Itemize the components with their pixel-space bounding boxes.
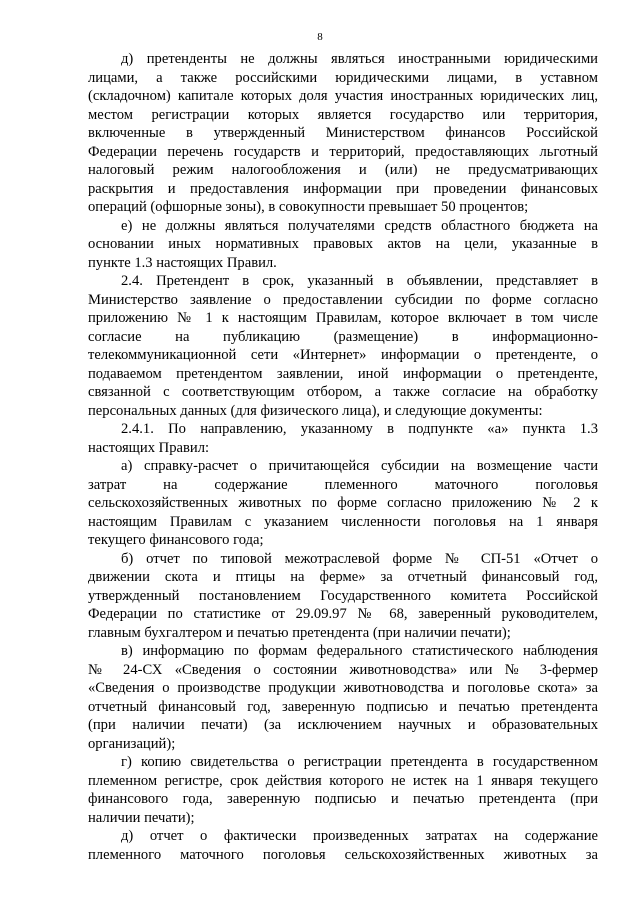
text-line: операций (офшорные зоны), в совокупности превышает 50 процентов; xyxy=(88,199,529,215)
text-line: приложению № 1 к настоящим Правилам, которое включает в том числе xyxy=(88,310,598,326)
text-line: «Сведения о производстве продукции животноводства и поголовье скота» за xyxy=(88,680,598,696)
text-line: б) отчет по типовой межотраслевой форме № СП-51 «Отчет о xyxy=(121,550,598,567)
text-line: д) отчет о фактически произведенных затратах на содержание xyxy=(121,828,598,844)
text-line: наличии печати); xyxy=(88,809,195,826)
text-line: (складочном) капитале которых доля участия иностранных юридических лиц, xyxy=(88,88,598,104)
text-line: племенного маточного поголовья сельскохозяйственных животных за xyxy=(88,846,598,863)
text-line: персональных данных (для физического лица), и следующие документы: xyxy=(88,402,543,419)
text-line: д) претенденты не должны являться иностранными юридическими xyxy=(121,51,598,67)
text-line: Федерации по статистике от 29.09.97 № 68, заверенный руководителем, xyxy=(88,606,598,622)
text-line: а) справку-расчет о причитающейся субсидии на возмещение части xyxy=(121,458,598,474)
text-line: Министерство заявление о предоставлении субсидии по форме согласно xyxy=(88,291,598,308)
text-line: основании иных нормативных правовых актов на цели, указанные в xyxy=(88,236,598,252)
page-number: 8 xyxy=(317,31,323,43)
text-line: Федерации перечень государств и территорий, предоставляющих льготный xyxy=(88,143,598,160)
text-line: организаций); xyxy=(88,735,176,752)
text-line: 2.4.1. По направлению, указанному в подпункте «а» пункта 1.3 xyxy=(121,421,598,437)
paragraph-sub-d-expenses-report xyxy=(88,827,598,864)
text-line: телекоммуникационной сети «Интернет» информации о претенденте, о xyxy=(88,347,598,363)
paragraph-item-e-not-recipients xyxy=(88,217,598,273)
document-body xyxy=(88,50,598,864)
text-line: племенном регистре, срок действия которого не истек на 1 января текущего xyxy=(88,772,598,789)
text-line: пункте 1.3 настоящих Правил. xyxy=(88,254,277,271)
text-line: текущего финансового года; xyxy=(88,532,264,548)
paragraph-sub-v-statistics xyxy=(88,642,598,753)
text-line: главным бухгалтером и печатью претендента (при наличии печати); xyxy=(88,624,511,641)
paragraph-item-d-applicants-not-foreign xyxy=(88,50,598,217)
text-line: утвержденный постановлением Государственного комитета Российской xyxy=(88,587,598,604)
text-line: движении скота и птицы на ферме» за отчетный финансовый год, xyxy=(88,569,598,585)
text-line: 2.4. Претендент в срок, указанный в объявлении, представляет в xyxy=(121,273,598,289)
text-line: настоящим Правилам с указанием численности поголовья на 1 января xyxy=(88,513,598,530)
paragraph-clause-2-4 xyxy=(88,272,598,420)
text-line: включенные в утвержденный Министерством финансов Российской xyxy=(88,125,598,141)
text-line: в) информацию по формам федерального статистического наблюдения xyxy=(121,643,598,659)
text-line: г) копию свидетельства о регистрации претендента в государственном xyxy=(121,754,598,770)
text-line: связанной с соответствующим отбором, а также согласие на обработку xyxy=(88,384,598,400)
paragraph-sub-g-certificate xyxy=(88,753,598,827)
text-line: налоговый режим налогообложения и (или) не предусматривающих xyxy=(88,162,598,178)
paragraph-clause-2-4-1 xyxy=(88,420,598,457)
text-line: затрат на содержание племенного маточного поголовья xyxy=(88,476,598,493)
text-line: отчетный финансовый год, заверенную подписью и печатью претендента xyxy=(88,698,598,715)
text-line: (при наличии печати) (за исключением научных и образовательных xyxy=(88,717,598,733)
text-line: № 24-СХ «Сведения о состоянии животноводства» или № 3-фермер xyxy=(88,661,598,678)
text-line: местом регистрации которых является государство или территория, xyxy=(88,106,598,123)
text-line: лицами, а также российскими юридическими лицами, в уставном xyxy=(88,69,598,86)
text-line: сельскохозяйственных животных по форме согласно приложению № 2 к xyxy=(88,495,598,511)
text-line: подаваемом претендентом заявлении, иной информации о претенденте, xyxy=(88,365,598,382)
paragraph-sub-a-calculation xyxy=(88,457,598,550)
text-line: е) не должны являться получателями средств областного бюджета на xyxy=(121,217,598,234)
text-line: раскрытия и предоставления информации при проведении финансовых xyxy=(88,180,598,197)
text-line: финансового года, заверенную подписью и печатью претендента (при xyxy=(88,791,598,807)
text-line: согласие на публикацию (размещение) в информационно- xyxy=(88,328,598,345)
paragraph-sub-b-report-sp51 xyxy=(88,550,598,643)
text-line: настоящих Правил: xyxy=(88,439,210,456)
